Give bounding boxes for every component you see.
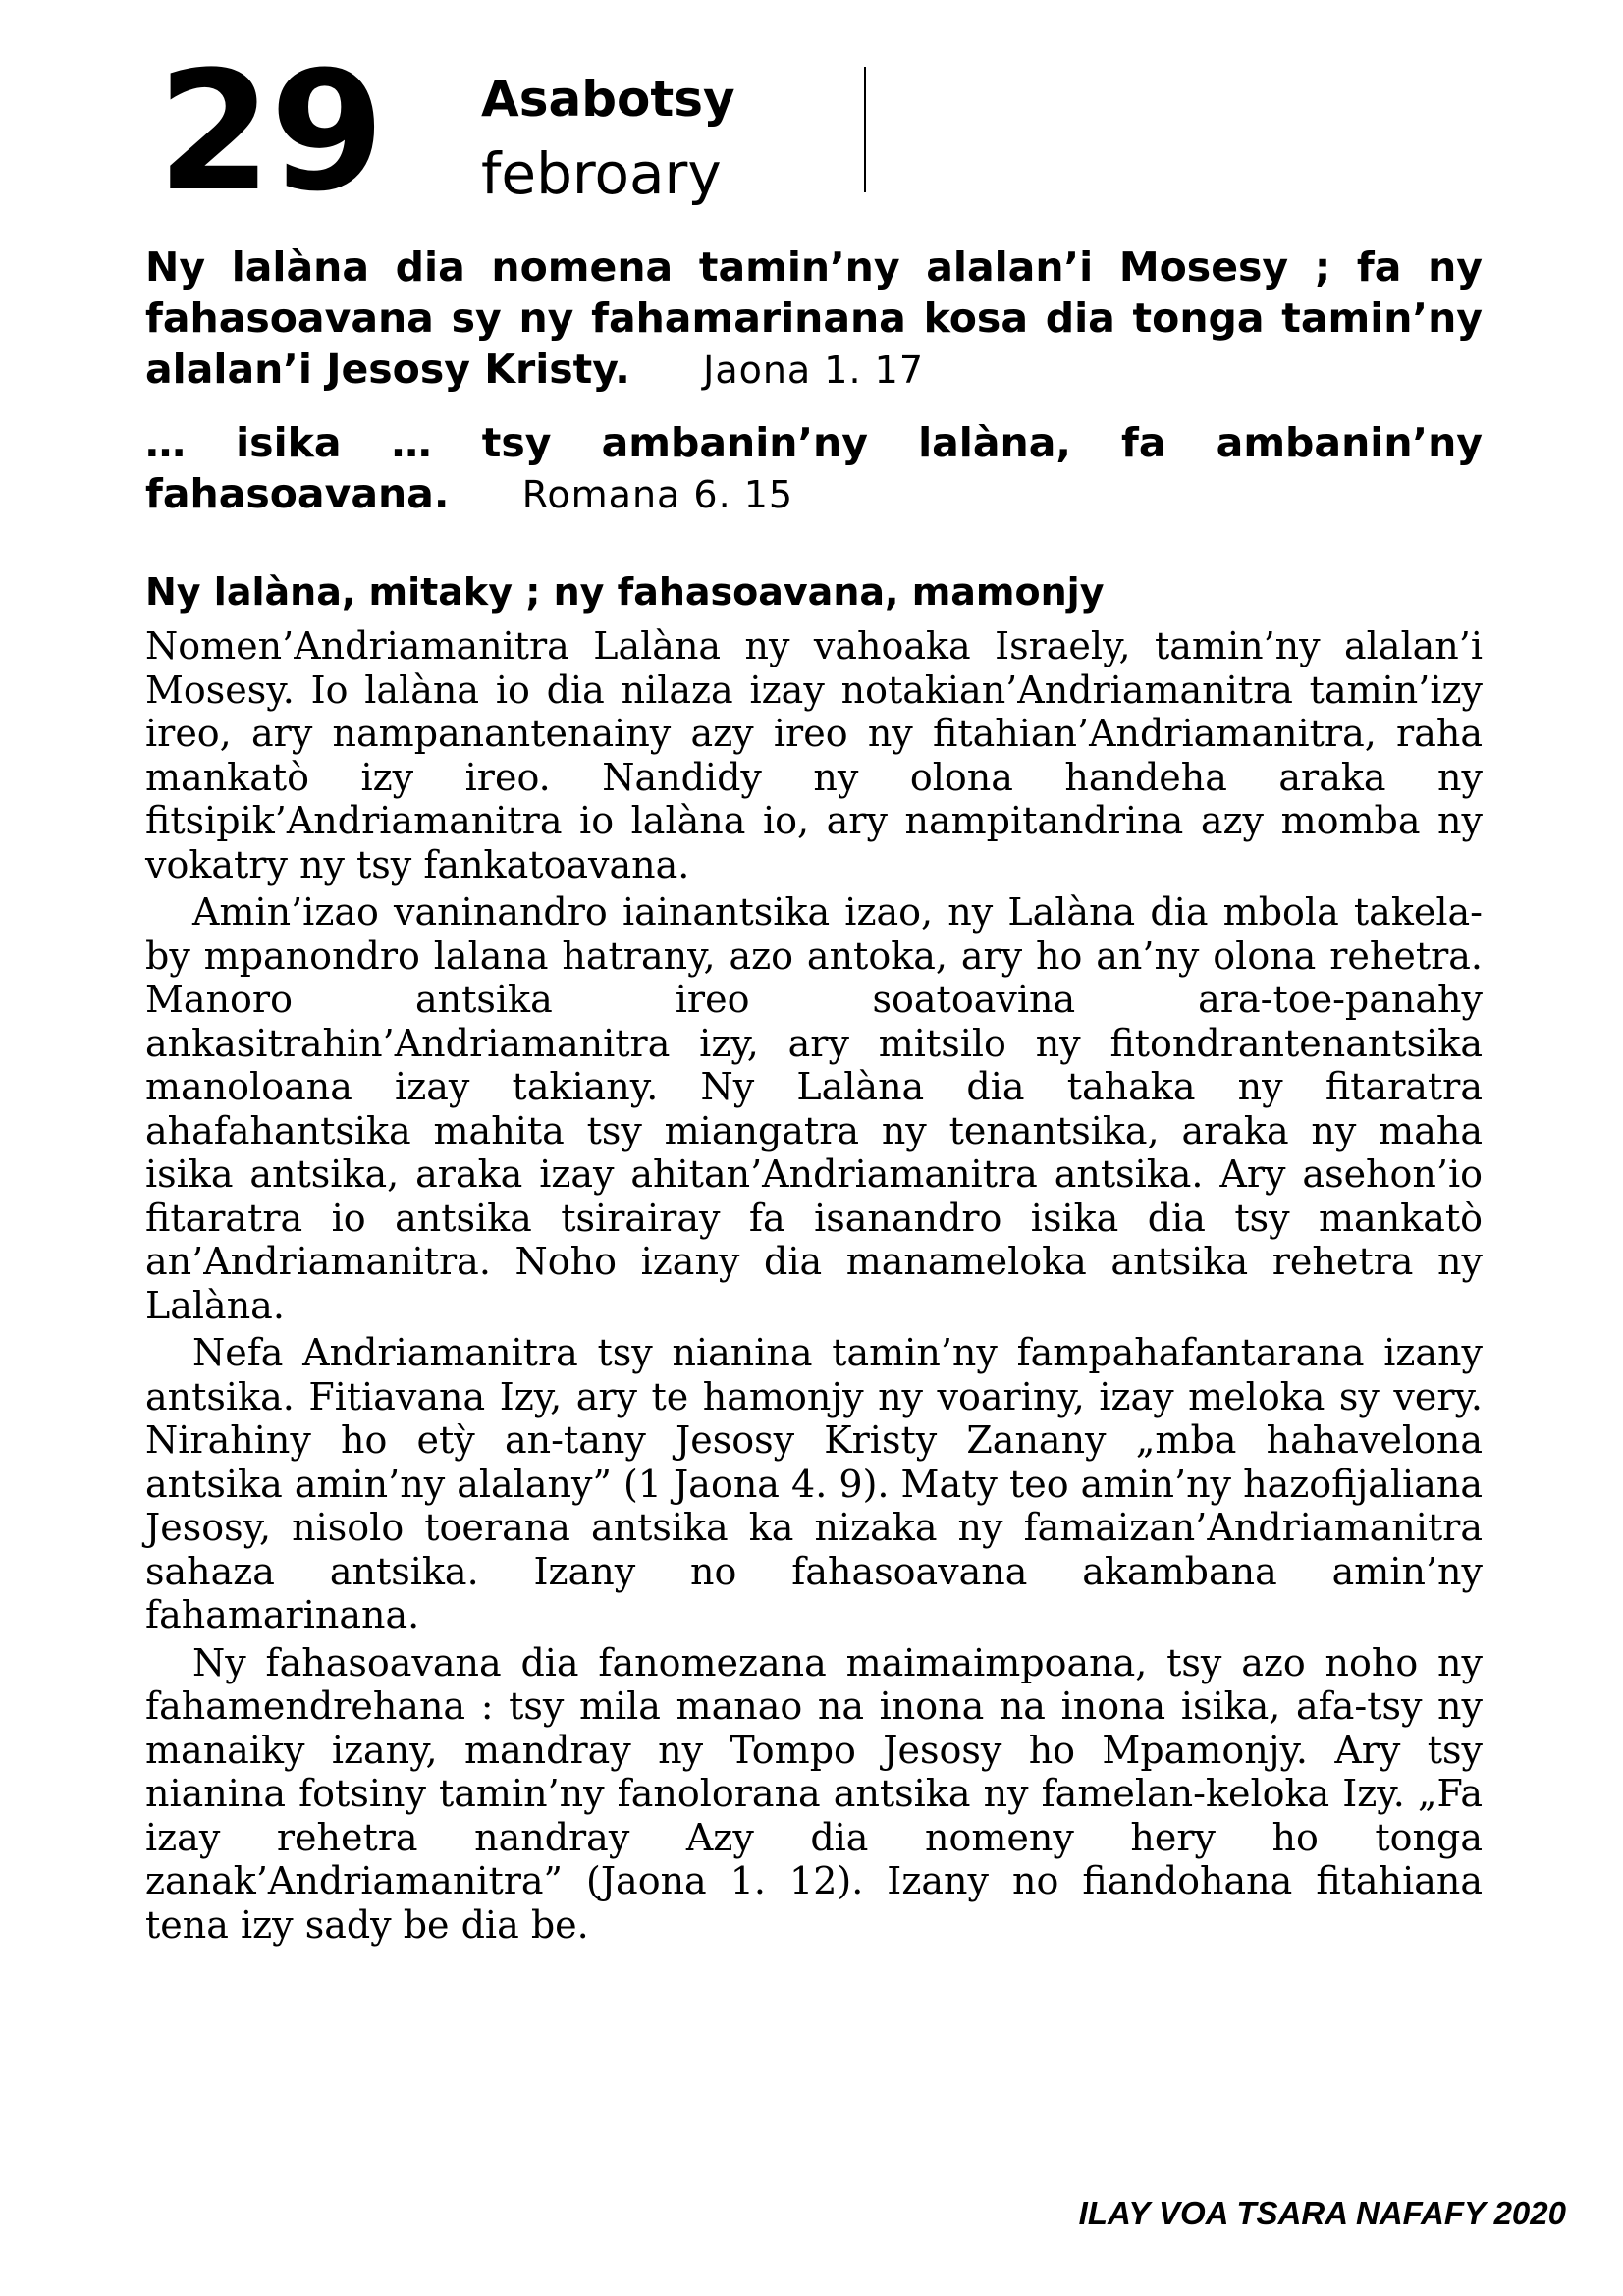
paragraph: Nomen’Andriamanitra Lalàna ny vahoaka Israely, tamin’ny alalan’i Mosesy. Io lalàna io dia nilaza izay notakian’Andriamanitra tamin’izy ireo, ary nampanantenainy azy ireo ny fitahian’Andriamanitra, raha mankatò izy ireo. Nandidy ny olona handeha araka ny fitsipik’Andriamanitra io lalàna io, ary nampitandrina azy momba ny vokatry ny tsy fankatoavana. (145, 624, 1483, 886)
date-header (157, 35, 903, 228)
verse-1 (145, 241, 1483, 396)
verse-reference: Romana 6. 15 (521, 473, 794, 516)
month: febroary (481, 140, 722, 207)
verse-text: … isika … tsy ambanin’ny lalàna, fa ambanin’ny fahasoavana. (145, 419, 1483, 517)
verse-2 (145, 417, 1483, 520)
footer-publication: ILAY VOA TSARA NAFAFY 2020 (1078, 2195, 1566, 2231)
paragraph: Nefa Andriamanitra tsy nianina tamin’ny fampahafantarana izany antsika. Fitiavana Izy, ary te hamonjy ny voariny, izay meloka sy very. Nirahiny ho etỳ an-tany Jesosy Kristy Zanany „mba hahavelona antsika amin’ny alalany” (1 Jaona 4. 9). Maty teo amin’ny hazofijaliana Jesosy, nisolo toerana antsika ka nizaka ny famaizan’Andriamanitra sahaza antsika. Izany no fahasoavana akambana amin’ny fahamarinana. (145, 1331, 1483, 1636)
paragraph: Ny fahasoavana dia fanomezana maimaimpoana, tsy azo noho ny fahamendrehana : tsy mila manao na inona na inona isika, afa-tsy ny manaiky izany, mandray ny Tompo Jesosy ho Mpamonjy. Ary tsy nianina fotsiny tamin’ny fanolorana antsika ny famelan-keloka Izy. „Fa izay rehetra nandray Azy dia nomeny hery ho tonga zanak’Andriamanitra” (Jaona 1. 12). Izany no fiandohana fitahiana tena izy sady be dia be. (145, 1640, 1483, 1947)
verse-reference: Jaona 1. 17 (703, 348, 924, 392)
verse-text: Ny lalàna dia nomena tamin’ny alalan’i Mosesy ; fa ny fahasoavana sy ny fahamarinana kosa dia tonga tamin’ny alalan’i Jesosy Kristy. (145, 243, 1483, 393)
day-number: 29 (157, 35, 383, 228)
body-text (145, 624, 1483, 1950)
daily-verses (145, 241, 1483, 542)
weekday: Asabotsy (481, 71, 735, 128)
paragraph: Amin’izao vaninandro iainantsika izao, ny Lalàna dia mbola takela-by mpanondro lalana hatrany, azo antoka, ary ho an’ny olona rehetra. Manoro antsika ireo soatoavina ara-toe-panahy ankasitrahin’Andriamanitra izy, ary mitsilo ny fitondrantenantsika manoloana izay takiany. Ny Lalàna dia tahaka ny fitaratra ahafahantsika mahita tsy miangatra ny tenantsika, araka ny maha isika antsika, araka izay ahitan’Andriamanitra antsika. Ary asehon’io fitaratra io antsika tsirairay fa isanandro isika dia tsy mankatò an’Andriamanitra. Noho izany dia manameloka antsika rehetra ny Lalàna. (145, 890, 1483, 1327)
section-heading: Ny lalàna, mitaky ; ny fahasoavana, mamonjy (145, 570, 1105, 614)
header-divider (864, 67, 866, 192)
